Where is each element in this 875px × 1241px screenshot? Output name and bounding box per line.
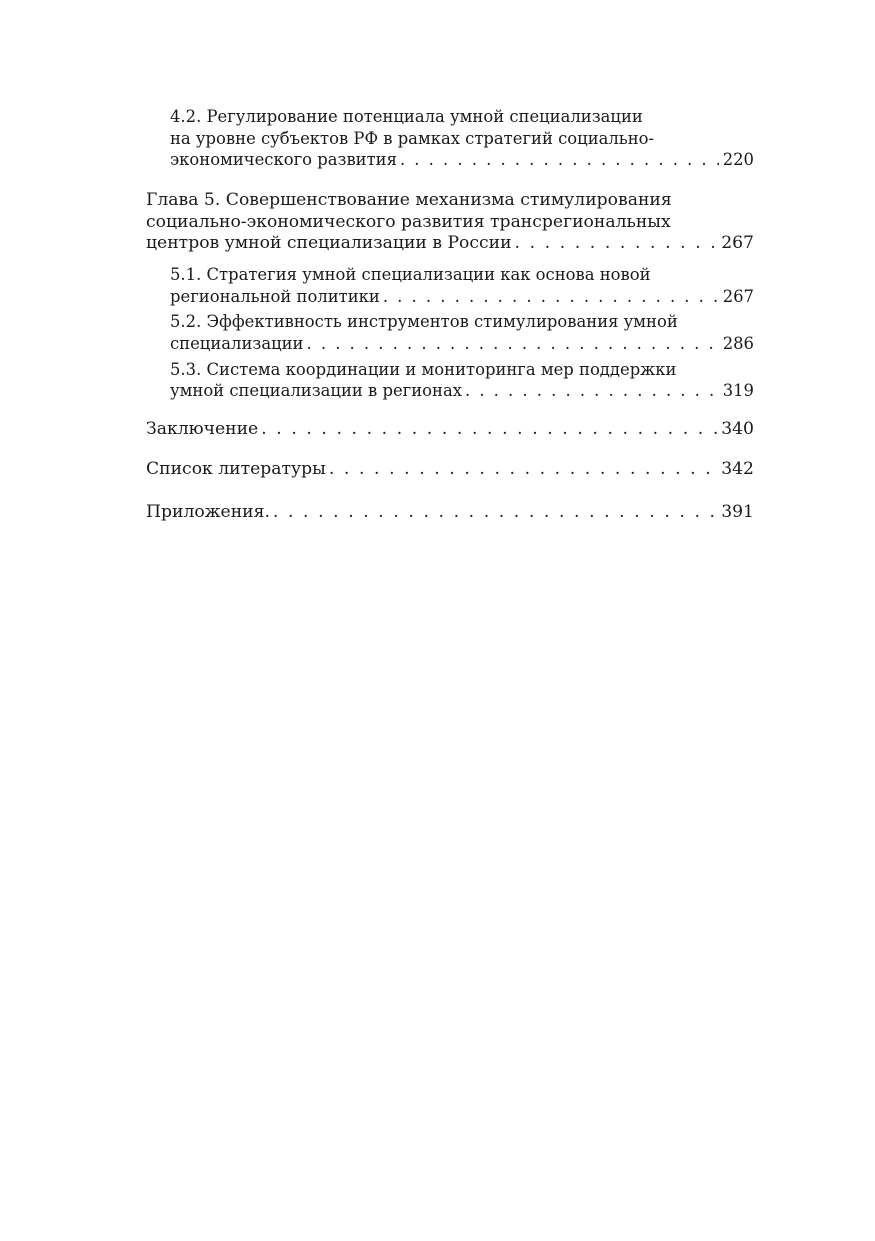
- toc-entry-5-1[interactable]: [146, 264, 754, 307]
- toc-entry-line: Заключение: [146, 418, 259, 439]
- page-number: 267: [722, 286, 754, 306]
- toc-entry-chapter-5[interactable]: [146, 190, 754, 255]
- page-number: 391: [721, 502, 754, 523]
- toc-entry-line: 5.3. Система координации и мониторинга мер поддержки: [170, 359, 677, 379]
- toc-entry-line: Приложения.: [146, 502, 270, 523]
- toc-entry-line: Глава 5. Совершенствование механизма стимулирования: [146, 189, 672, 210]
- toc-entry-conclusion[interactable]: [146, 419, 754, 441]
- dot-leader: [383, 286, 719, 308]
- toc-entry-line: 4.2. Регулирование потенциала умной специализации: [170, 107, 643, 126]
- toc-entry-line: экономического развития: [170, 150, 397, 170]
- page-number: 340: [721, 418, 754, 439]
- toc-entry-4-2[interactable]: [146, 106, 754, 171]
- toc-entry-line: специализации: [170, 333, 304, 353]
- dot-leader: [400, 149, 719, 171]
- dot-leader: [306, 333, 718, 355]
- toc-entry-appendices[interactable]: [146, 502, 754, 524]
- toc-entry-line: центров умной специализации в России: [146, 233, 512, 254]
- toc-entry-line: Список литературы: [146, 458, 326, 479]
- dot-leader: [261, 419, 717, 441]
- dot-leader: [515, 233, 718, 255]
- page-number: 267: [721, 233, 754, 254]
- page-number: 286: [722, 333, 754, 353]
- toc-entry-line: региональной политики: [170, 286, 380, 306]
- page-number: 342: [721, 458, 754, 479]
- toc-entry-5-2[interactable]: [146, 311, 754, 354]
- table-of-contents: [146, 106, 754, 524]
- dot-leader: [273, 502, 717, 524]
- toc-entry-references[interactable]: [146, 459, 754, 481]
- page-number: 319: [722, 381, 754, 401]
- dot-leader: [329, 459, 717, 481]
- toc-entry-line: 5.1. Стратегия умной специализации как основа новой: [170, 265, 651, 285]
- toc-entry-line: на уровне субъектов РФ в рамках стратегий социально-: [170, 128, 655, 148]
- toc-entry-line: 5.2. Эффективность инструментов стимулирования умной: [170, 312, 678, 332]
- toc-entry-line: социально-экономического развития трансрегиональных: [146, 211, 671, 232]
- toc-entry-5-3[interactable]: [146, 359, 754, 402]
- dot-leader: [465, 380, 719, 402]
- page-number: 220: [722, 150, 754, 170]
- toc-entry-line: умной специализации в регионах: [170, 381, 462, 401]
